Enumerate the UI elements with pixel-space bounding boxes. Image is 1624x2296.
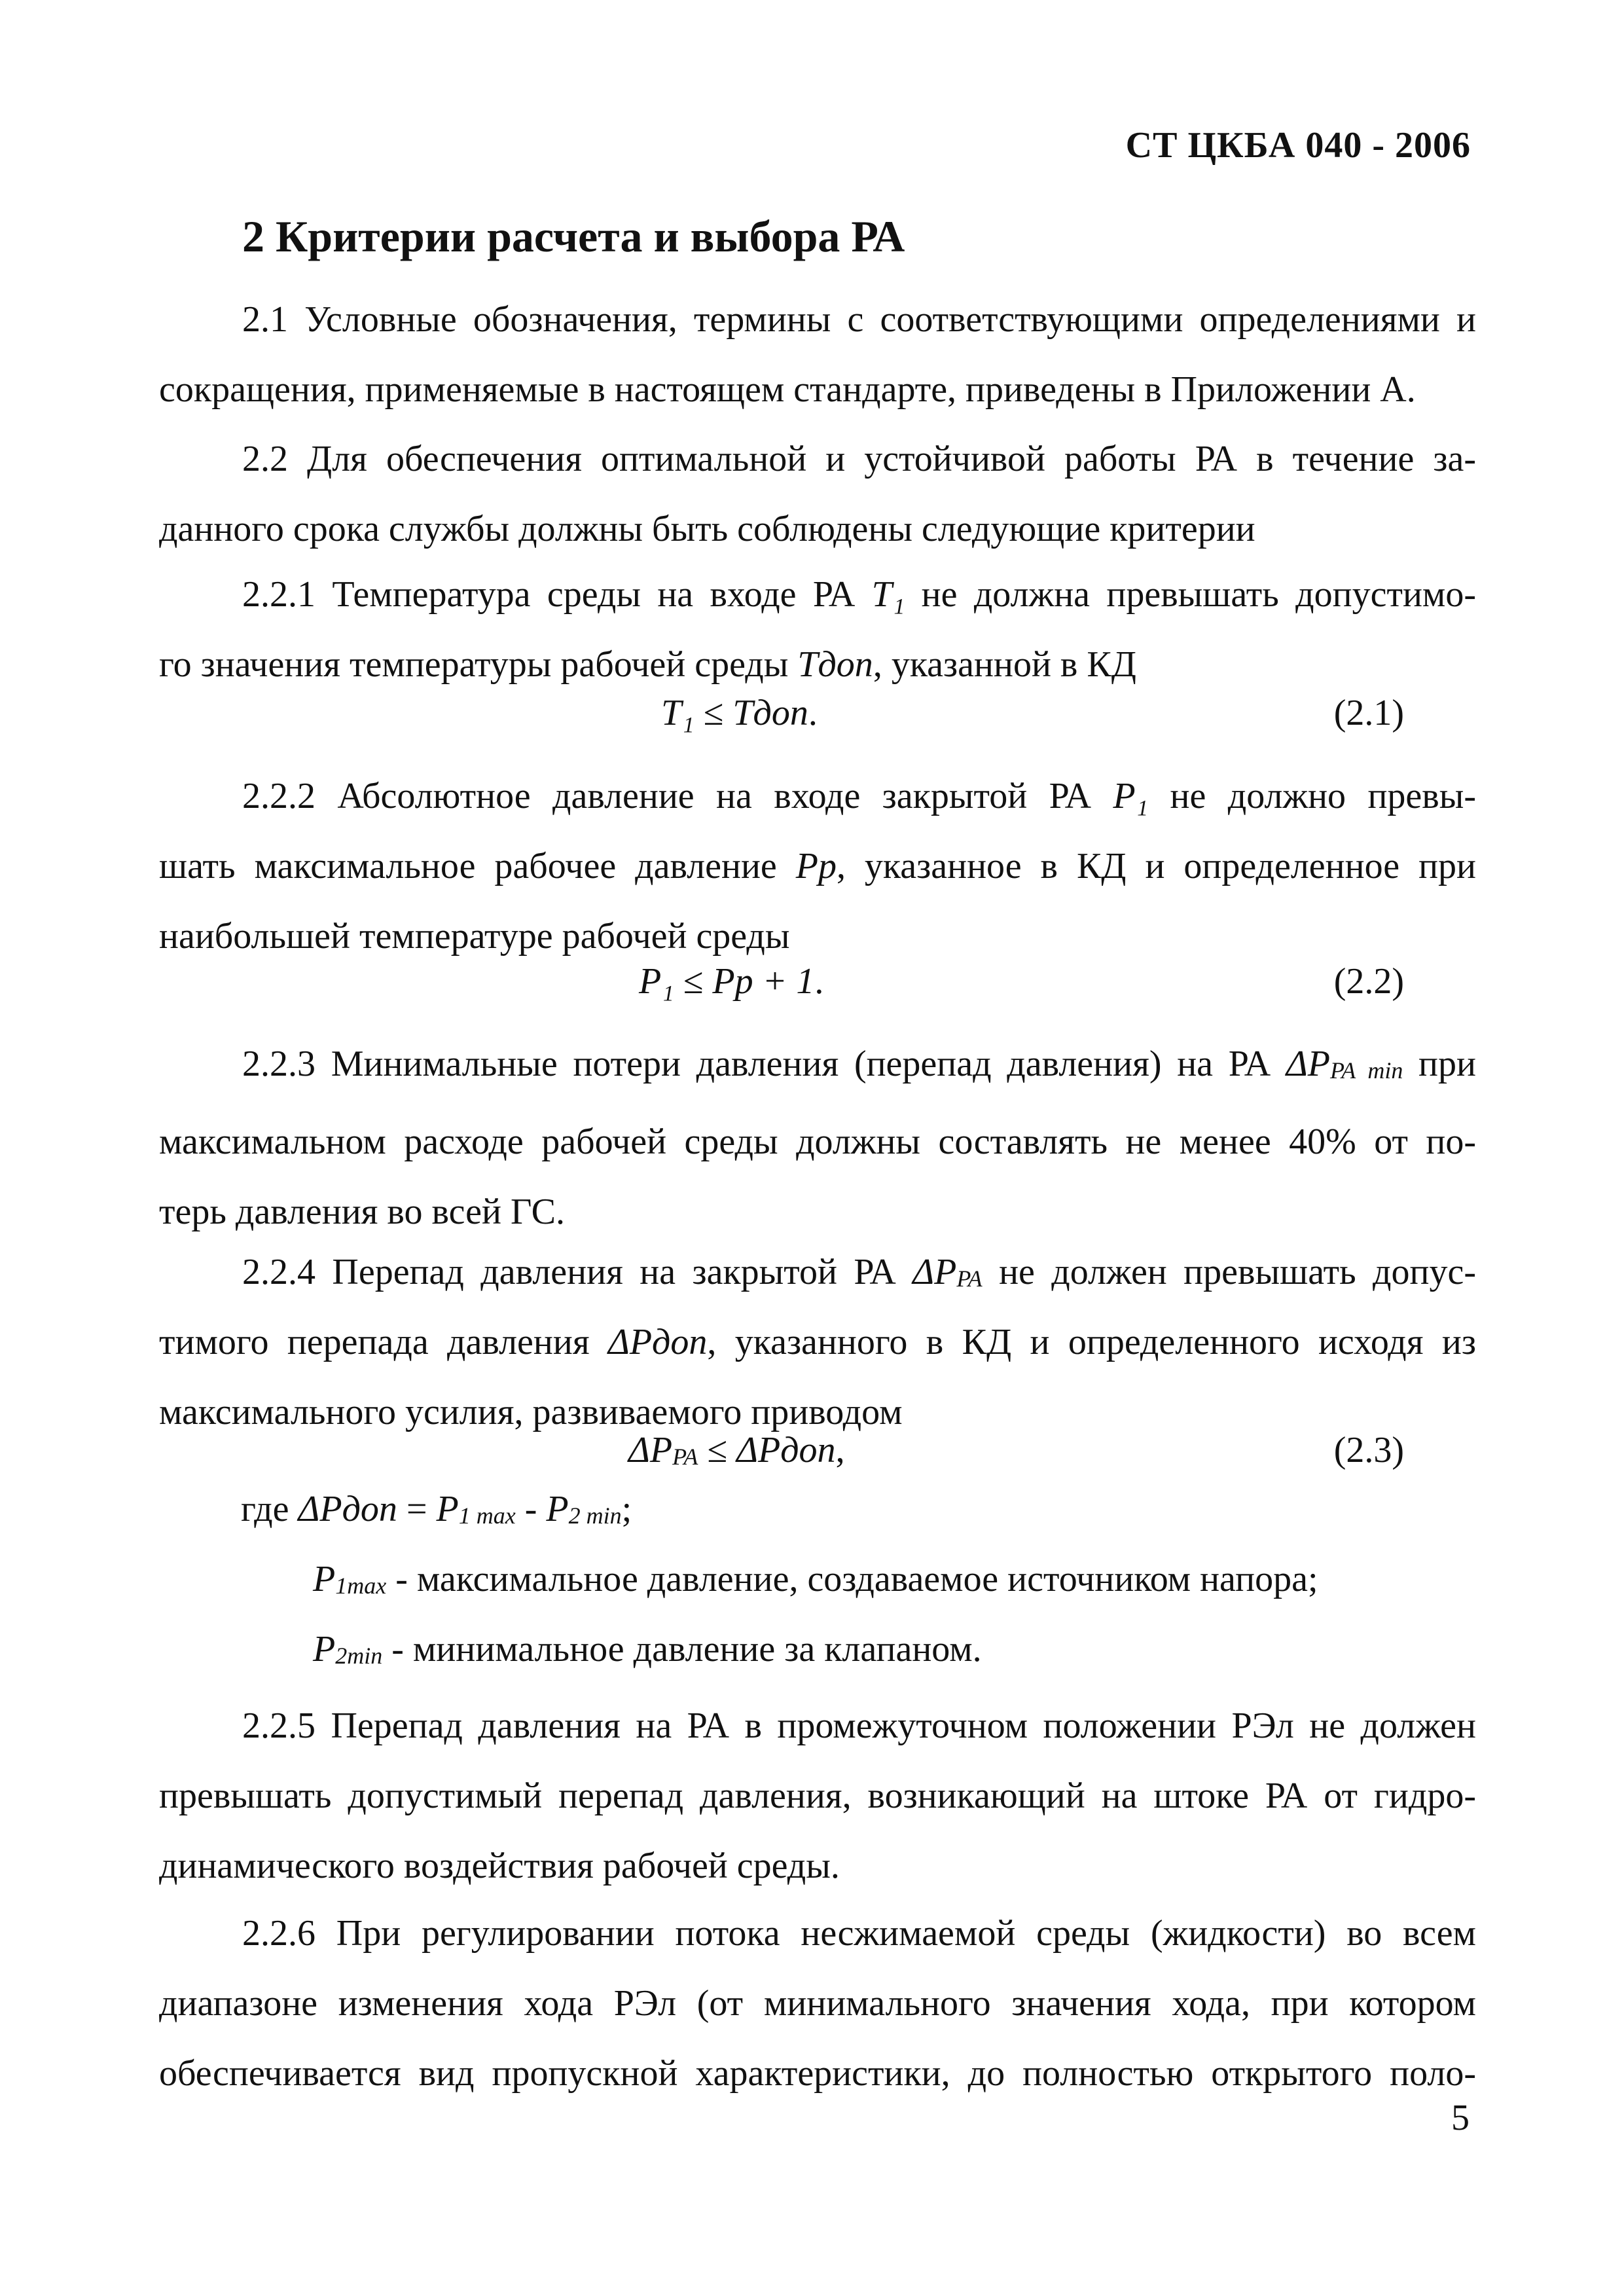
def-text: - минимальное давление за клапаном. (382, 1629, 982, 1669)
section-heading: 2 Критерии расчета и выбора РА (242, 211, 905, 261)
variable-t-dop: Tдоп (797, 644, 873, 685)
text-line: данного срока службы должны быть соблюдены следующие критерии (159, 509, 1255, 549)
paragraph-2-2-5 (159, 1691, 1476, 1901)
paragraph-2-2-2 (159, 761, 1476, 972)
equation-lhs-subscript: PA (672, 1444, 698, 1470)
variable-p1: P₁ (1113, 776, 1149, 816)
equation-operator: ≤ (707, 1430, 728, 1470)
text-line (159, 1237, 1476, 1307)
equation-rhs: ΔPдоп (736, 1430, 836, 1470)
text-line: динамического воздействия рабочей среды. (159, 1846, 840, 1886)
formula-p1-subscript: 1 max (458, 1503, 516, 1529)
variable-delta-p: ΔP (912, 1252, 957, 1292)
formula-equals: = (406, 1489, 427, 1529)
equation-operator: ≤ (703, 693, 724, 733)
paragraph-2-2-1 (159, 560, 1476, 700)
equation-2-3 (628, 1429, 845, 1471)
text-fragment: го значения температуры рабочей среды (159, 644, 798, 685)
text-line: максимального усилия, развиваемого приводом (159, 1392, 903, 1432)
text-fragment: 2.2.2 Абсолютное давление на входе закрытой РА (242, 776, 1113, 816)
paragraph-2-2 (159, 424, 1476, 564)
text-line (159, 761, 1476, 831)
formula-end: ; (621, 1489, 632, 1529)
text-line: 2.1 Условные обозначения, термины с соответствующими определениями и (242, 299, 1476, 340)
where-label: где (241, 1489, 289, 1529)
equation-lhs: P₁ (639, 961, 674, 1002)
text-line: 2.2.5 Перепад давления на РА в промежуточном положении РЭл не должен (242, 1705, 1476, 1746)
equation-rhs: Tдоп (732, 693, 808, 733)
formula-minus: - (524, 1489, 537, 1529)
equation-end: . (814, 961, 824, 1002)
formula-p2-subscript: 2 min (568, 1503, 622, 1529)
equation-2-2 (639, 960, 823, 1002)
text-line: диапазоне изменения хода РЭл (от минимального значения хода, при котором (159, 1983, 1476, 2024)
def-variable: P (313, 1629, 336, 1669)
text-fragment: не должен превышать допус- (982, 1252, 1476, 1292)
text-line: терь давления во всей ГС. (159, 1192, 565, 1232)
text-line: превышать допустимый перепад давления, возникающий на штоке РА от гидро- (159, 1776, 1476, 1816)
equation-lhs: ΔP (628, 1430, 673, 1470)
text-line (159, 560, 1476, 630)
text-line (159, 630, 1476, 700)
equation-number: (2.1) (1333, 693, 1404, 733)
text-line: максимальном расходе рабочей среды должны составлять не менее 40% от по- (159, 1121, 1476, 1162)
def-text: - максимальное давление, создаваемое источником напора; (386, 1559, 1318, 1599)
equation-2-1 (661, 692, 818, 734)
variable-subscript: PA (956, 1266, 983, 1292)
text-line (159, 831, 1476, 902)
text-line: 2.2 Для обеспечения оптимальной и устойчивой работы РА в течение за- (242, 439, 1476, 479)
formula-p2: P (546, 1489, 569, 1529)
document-code-header: СТ ЦКБА 040 - 2006 (1125, 125, 1471, 166)
text-fragment: не должна превышать допустимо- (905, 574, 1477, 615)
definition-p1max (313, 1558, 1318, 1600)
paragraph-2-2-4 (159, 1237, 1476, 1448)
text-line: сокращения, применяемые в настоящем стандарте, приведены в Приложении А. (159, 369, 1416, 410)
text-fragment: шать максимальное рабочее давление (159, 846, 796, 886)
paragraph-2-2-3 (159, 1029, 1476, 1247)
text-line: 2.2.6 При регулировании потока несжимаемой среды (жидкости) во всем (242, 1913, 1476, 1954)
text-line: наибольшей температуре рабочей среды (159, 916, 790, 957)
equation-number: (2.3) (1333, 1430, 1404, 1470)
equation-operator: ≤ (683, 961, 704, 1002)
equation-rhs: Pp + 1 (712, 961, 815, 1002)
variable-delta-p-dop: ΔPдоп (607, 1322, 708, 1362)
equation-end: , (835, 1430, 845, 1470)
formula-p1: P (436, 1489, 459, 1529)
paragraph-2-2-6 (159, 1899, 1476, 2109)
equation-lhs: T₁ (661, 693, 695, 733)
text-fragment: тимого перепада давления (159, 1322, 608, 1362)
variable-subscript: PA min (1329, 1057, 1403, 1084)
variable-pp: Pp (795, 846, 837, 886)
definition-p2min (313, 1628, 982, 1670)
text-fragment: не должно превы- (1148, 776, 1476, 816)
text-fragment: 2.2.3 Минимальные потери давления (перепад давления) на РА (242, 1044, 1286, 1084)
where-formula (241, 1488, 632, 1530)
text-fragment: , указанной в КД (873, 644, 1136, 685)
text-line (159, 1307, 1476, 1377)
text-fragment: , указанное в КД и определенное при (836, 846, 1477, 886)
text-fragment: 2.2.4 Перепад давления на закрытой РА (242, 1252, 913, 1292)
text-fragment: при (1403, 1044, 1476, 1084)
equation-number: (2.2) (1333, 961, 1404, 1002)
equation-end: . (808, 693, 818, 733)
def-variable: P (313, 1559, 336, 1599)
def-variable-subscript: 2min (335, 1643, 383, 1669)
text-line (159, 1029, 1476, 1099)
def-variable-subscript: 1max (335, 1573, 387, 1599)
formula-lhs: ΔPдоп (298, 1489, 397, 1529)
page-number: 5 (1451, 2098, 1470, 2138)
text-fragment: 2.2.1 Температура среды на входе РА (242, 574, 872, 615)
paragraph-2-1 (159, 285, 1476, 425)
text-fragment: , указанного в КД и определенного исходя из (707, 1322, 1476, 1362)
text-line: обеспечивается вид пропускной характеристики, до полностью открытого поло- (159, 2053, 1476, 2094)
variable-delta-p: ΔP (1286, 1044, 1330, 1084)
variable-t1: T₁ (871, 574, 905, 615)
